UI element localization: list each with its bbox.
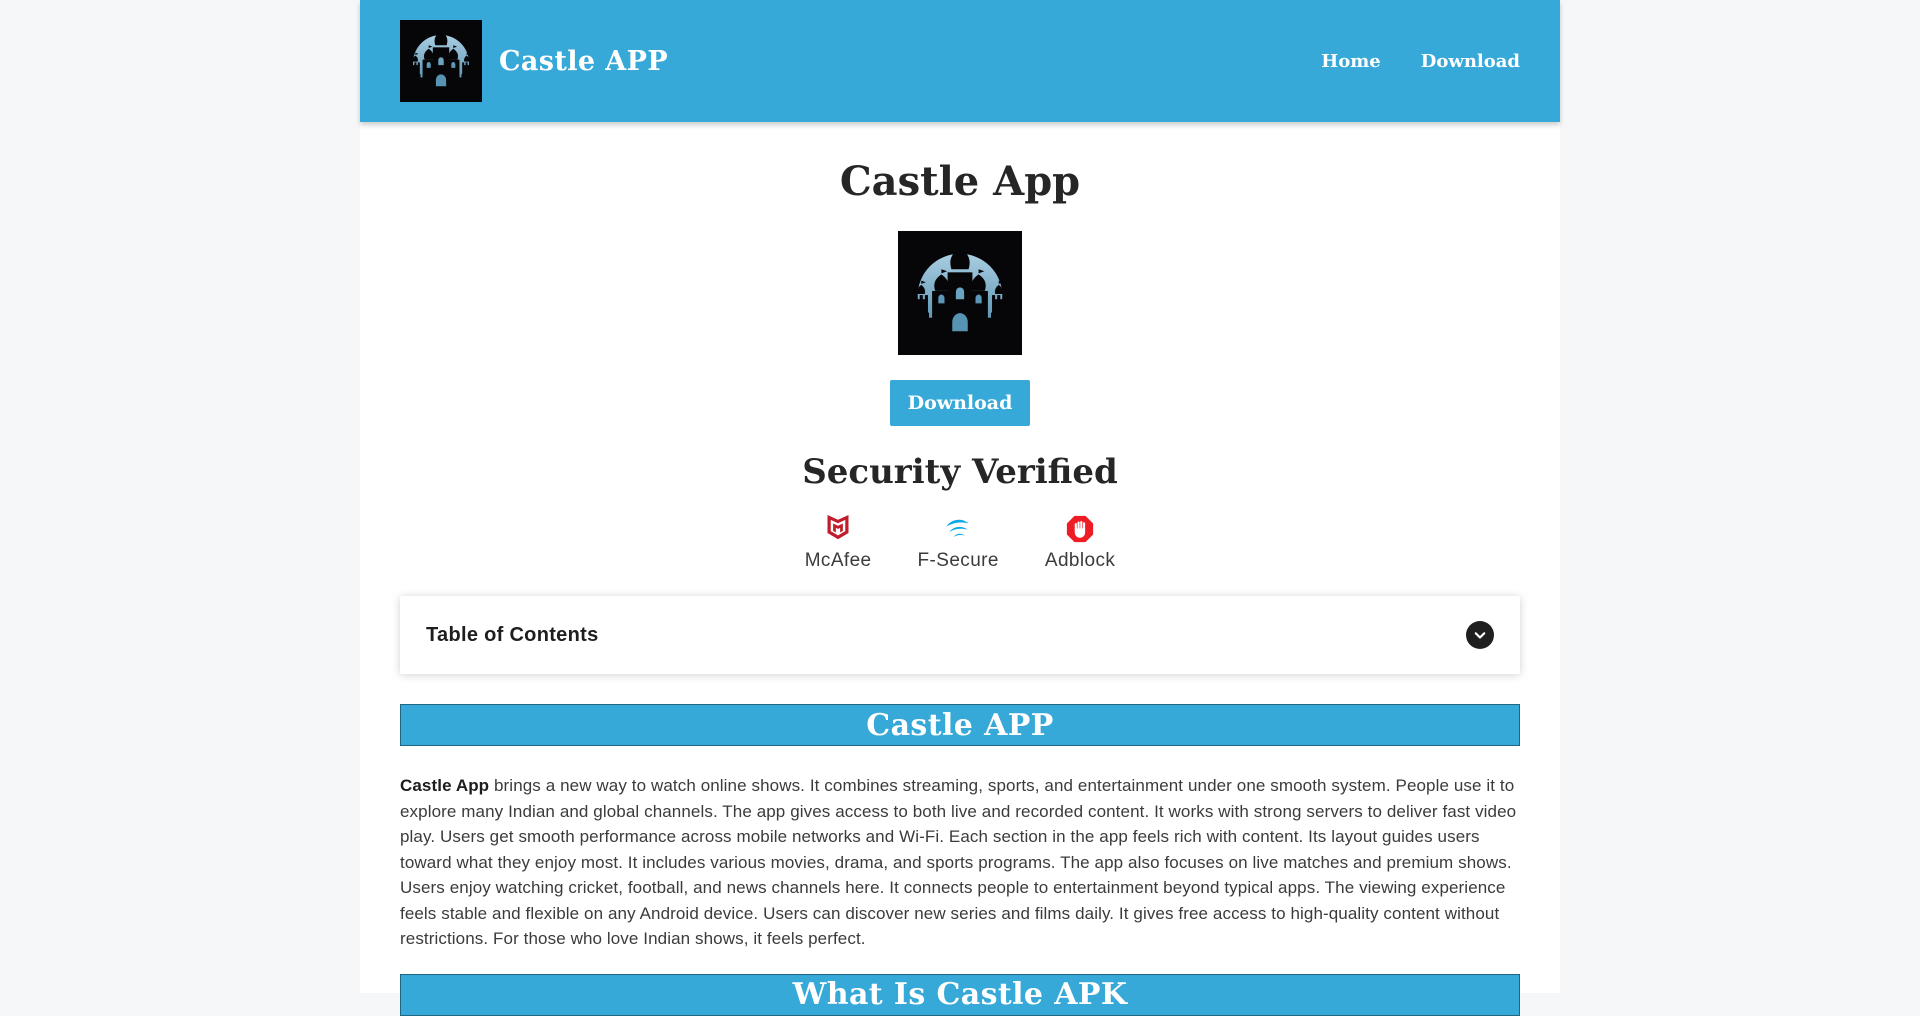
castle-app-cover-image (898, 230, 1022, 356)
intro-paragraph-lead: Castle App (400, 776, 490, 795)
security-badge-adblock (1045, 514, 1115, 572)
badge-label-adblock: Adblock (1044, 550, 1116, 571)
fsecure-icon (943, 514, 973, 544)
intro-paragraph (400, 773, 1520, 952)
table-of-contents-title: Table of Contents (426, 623, 599, 646)
toc-toggle-button[interactable] (1466, 621, 1494, 649)
intro-paragraph-body: brings a new way to watch online shows. It combines streaming, sports, and entertainment under one smooth system. People use it to explore many Indian and global channels. The app gives access to both live and recorded content. It works with strong servers to deliver fast video play. Users get smooth performance across mobile networks and Wi-Fi. Each section in the app feels rich with content. Its layout guides users toward what they enjoy most. It includes various movies, drama, and sports programs. The app also focuses on live matches and premium shows. Users enjoy watching cricket, football, and news channels here. It connects people to entertainment beyond typical apps. The viewing experience feels stable and flexible on any Android device. Users can discover new series and films daily. It gives free access to high-quality content without restrictions. For those who love Indian shows, it feels perfect. (400, 776, 1517, 948)
main-content (360, 122, 1560, 1016)
download-button[interactable]: Download (890, 380, 1031, 426)
chevron-down-icon (1470, 625, 1490, 645)
page-title: Castle App (839, 158, 1081, 205)
section-heading-what-is-castle-apk: What Is Castle APK (400, 974, 1520, 1016)
mcafee-shield-icon (823, 514, 853, 544)
security-badge-mcafee (805, 514, 872, 572)
adblock-hand-icon (1065, 514, 1095, 544)
hero-section (400, 122, 1520, 572)
nav-home-link[interactable]: Home (1321, 50, 1381, 72)
nav-download-link[interactable]: Download (1420, 50, 1520, 72)
security-badge-fsecure (918, 514, 999, 572)
security-badges-row (400, 514, 1520, 572)
section-heading-castle-app: Castle APP (400, 704, 1520, 746)
castle-logo-icon (400, 20, 482, 102)
header-nav (1321, 51, 1520, 72)
site-container (360, 0, 1560, 1012)
site-header (360, 0, 1560, 122)
site-title: Castle APP (499, 45, 669, 77)
security-verified-heading: Security Verified (802, 452, 1118, 492)
badge-label-mcafee: McAfee (804, 550, 872, 571)
badge-label-fsecure: F-Secure (917, 550, 999, 571)
table-of-contents-box[interactable] (400, 596, 1520, 674)
